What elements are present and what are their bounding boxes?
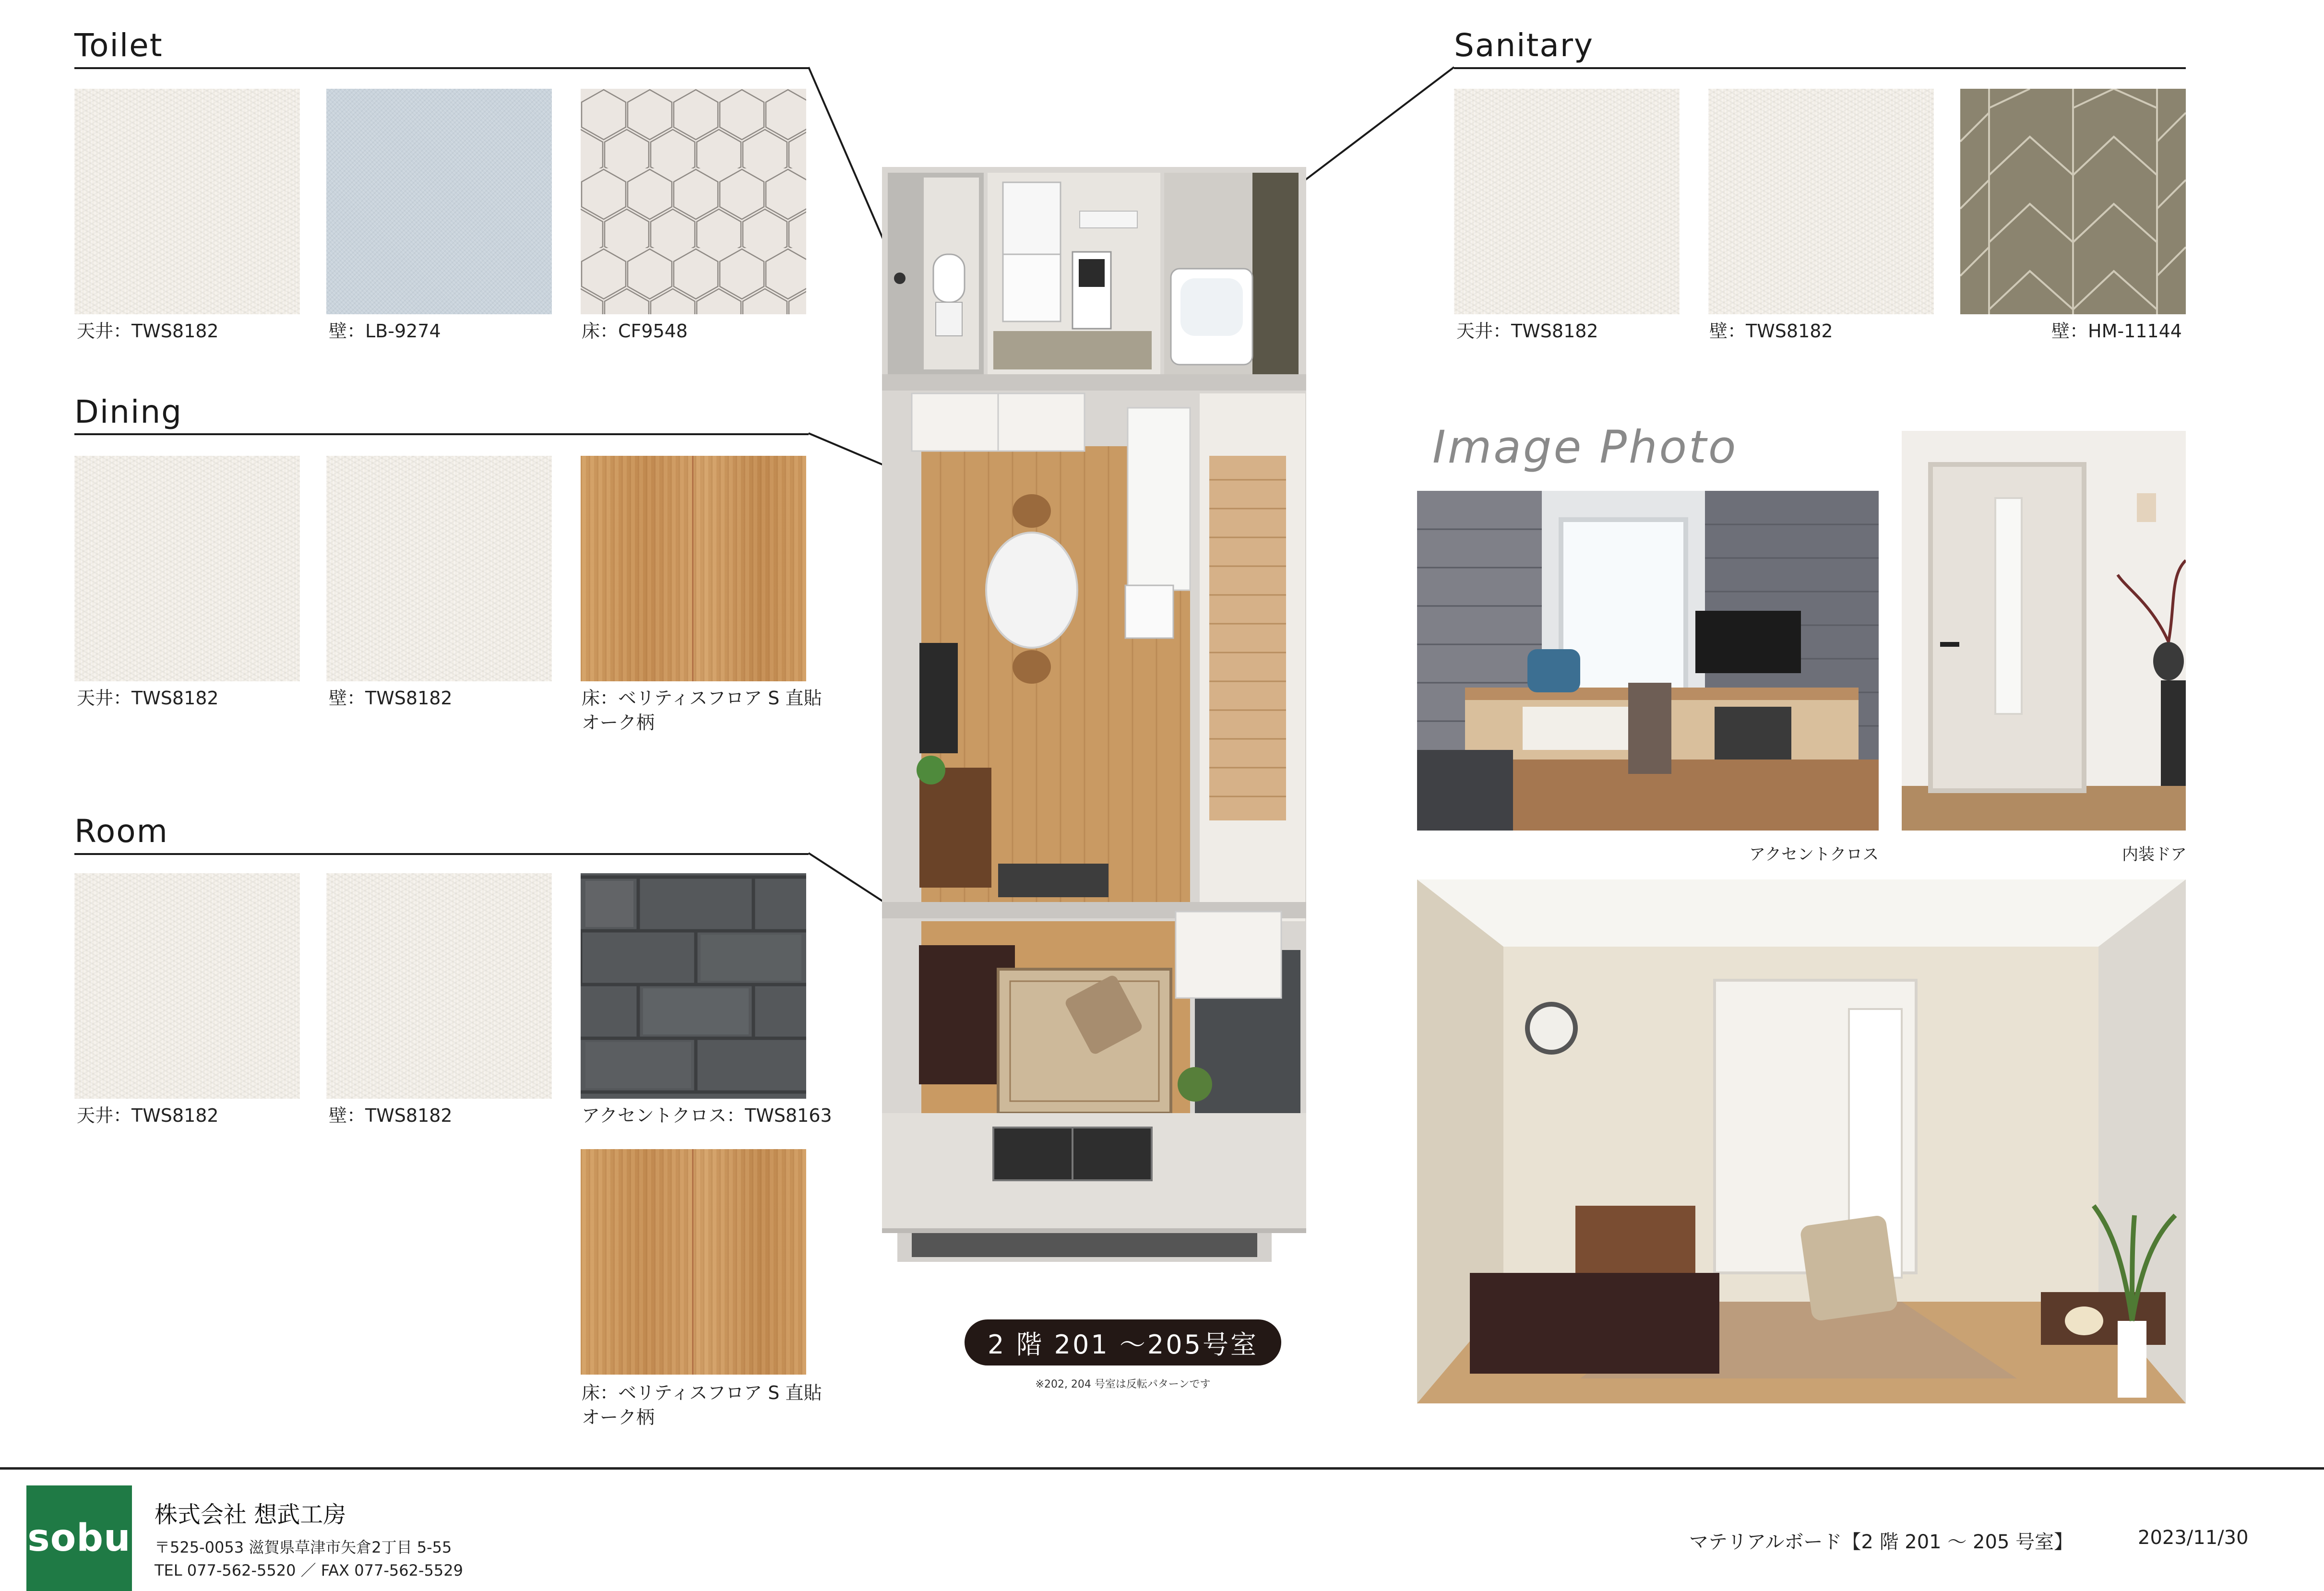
dining-ceiling-label: 天井：TWS8182 <box>77 688 219 709</box>
bed-render <box>1470 1273 1719 1374</box>
sanitary-ceiling-label: 天井：TWS8182 <box>1456 321 1598 342</box>
desk-icon <box>919 768 991 888</box>
interior-door-caption: 内装ドア <box>2122 845 2187 864</box>
room-ceiling-swatch <box>74 873 300 1099</box>
brick-pattern <box>581 873 806 1099</box>
company-phone: TEL 077-562-5520 ／ FAX 077-562-5529 <box>155 1561 463 1579</box>
sanitary-accent-wall-label: 壁：HM-11144 <box>2051 321 2182 342</box>
dining-floor-label: 床：ベリティスフロア S 直貼 オーク柄 <box>582 688 822 734</box>
toilet-title-rule <box>74 67 809 69</box>
dining-title-rule <box>74 433 809 435</box>
company-logo: sobu <box>26 1485 132 1591</box>
dining-wall-label: 壁：TWS8182 <box>329 688 453 709</box>
dining-table-icon <box>986 533 1077 648</box>
toilet-wall-swatch <box>326 89 552 314</box>
cabinet-icon <box>919 643 958 753</box>
company-name: 株式会社 想武工房 <box>155 1501 346 1528</box>
toilet-floor-swatch <box>581 89 806 314</box>
toilet-wall-label: 壁：LB-9274 <box>329 321 441 342</box>
toilet-ceiling-swatch <box>74 89 300 314</box>
tv-icon <box>1695 611 1801 673</box>
footer-rule <box>0 1467 2324 1470</box>
dining-wall-swatch <box>326 456 552 681</box>
toilet-title: Toilet <box>74 27 163 64</box>
fridge-icon <box>1125 585 1173 638</box>
sanitary-wall-label: 壁：TWS8182 <box>1709 321 1833 342</box>
room-wall-swatch <box>326 873 552 1099</box>
room-render-photo <box>1417 879 2186 1403</box>
room-accent-label: アクセントクロス：TWS8163 <box>582 1105 832 1126</box>
dining-ceiling-swatch <box>74 456 300 681</box>
room-wall-label: 壁：TWS8182 <box>329 1105 453 1126</box>
toilet-floor-label: 床：CF9548 <box>582 321 688 342</box>
sanitary-accent-wall-swatch <box>1960 89 2186 314</box>
board-date: 2023/11/30 <box>2138 1527 2249 1549</box>
vanity-icon <box>1003 182 1061 254</box>
floor-plan <box>878 163 1310 1267</box>
chair-render <box>1800 1214 1898 1321</box>
room-accent-swatch <box>581 873 806 1099</box>
company-address: 〒525-0053 滋賀県草津市矢倉2丁目 5-55 <box>155 1538 452 1556</box>
sanitary-wall-swatch <box>1708 89 1934 314</box>
hex-tile-pattern <box>581 89 806 314</box>
sanitary-ceiling-swatch <box>1454 89 1680 314</box>
herringbone-pattern <box>1960 89 2186 314</box>
room-title: Room <box>74 813 168 850</box>
kitchen-counter <box>1128 408 1190 590</box>
chair-icon <box>1013 494 1051 528</box>
accent-cloth-caption: アクセントクロス <box>1749 845 1879 864</box>
room-title-rule <box>74 853 809 855</box>
room-ceiling-label: 天井：TWS8182 <box>77 1105 219 1126</box>
chair-icon-2 <box>1013 650 1051 684</box>
plan-note: ※202, 204 号室は反転パターンです <box>1035 1378 1211 1390</box>
accent-cloth-photo <box>1417 491 1879 831</box>
room-floor-label: 床：ベリティスフロア S 直貼 オーク柄 <box>582 1382 822 1428</box>
toilet-ceiling-label: 天井：TWS8182 <box>77 321 219 342</box>
interior-door-photo <box>1902 431 2186 831</box>
floor-label: 2 階 201 ～205号室 <box>965 1319 1281 1365</box>
board-title: マテリアルボード【2 階 201 ～ 205 号室】 <box>1689 1531 2074 1553</box>
sanitary-title-rule <box>1454 67 2186 69</box>
toilet-bowl-icon <box>933 254 965 302</box>
wall-clock-icon <box>1527 1004 1575 1052</box>
room-floor-swatch <box>581 1149 806 1375</box>
dining-floor-swatch <box>581 456 806 681</box>
image-photo-title: Image Photo <box>1432 421 1738 474</box>
dining-title: Dining <box>74 393 183 430</box>
sanitary-title: Sanitary <box>1454 27 1594 64</box>
